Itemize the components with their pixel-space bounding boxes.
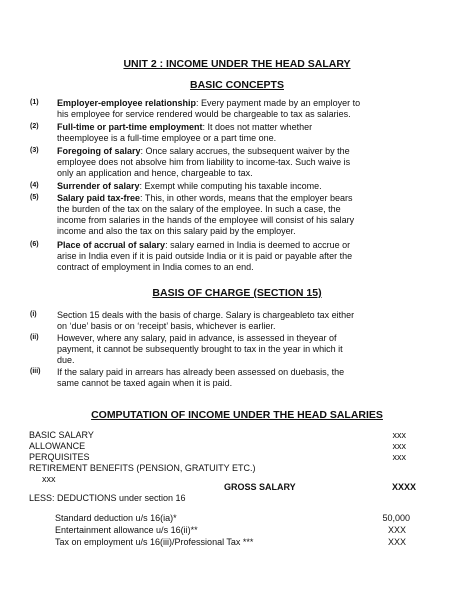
retirement-benefits-value: xxx — [42, 474, 56, 484]
concept-line: arise in India even if it is paid outside India or it is paid or payable after the — [57, 251, 353, 261]
standard-deduction-label: Standard deduction u/s 16(ia)* — [55, 513, 177, 523]
concept-text: : It does not matter whether — [202, 122, 313, 132]
basis-of-charge-heading: BASIS OF CHARGE (SECTION 15) — [152, 287, 322, 299]
charge-line: Section 15 deals with the basis of charge. Salary is chargeableto tax either — [57, 310, 355, 320]
deductions-heading: LESS: DEDUCTIONS under section 16 — [29, 493, 186, 503]
charge-line: on ‘due’ basis or on ‘receipt’ basis, whichever is earlier. — [57, 321, 276, 331]
charge-item — [30, 367, 417, 389]
concept-line: his employee for service rendered would be chargeable to tax as salaries. — [57, 109, 351, 119]
concept-term: Employer-employee relationship — [57, 98, 197, 108]
charge-number: (ii) — [30, 334, 39, 341]
concept-line: contract of employment in India comes to an end. — [57, 262, 254, 272]
perquisites-value: xxx — [392, 452, 406, 462]
charge-item — [30, 310, 417, 332]
basic-concepts-heading: BASIC CONCEPTS — [190, 79, 284, 91]
concept-line: theemployee is a full-time employee or a part time one. — [57, 133, 277, 143]
concept-number: (3) — [30, 147, 39, 154]
basic-salary-label: BASIC SALARY — [29, 430, 94, 440]
concept-term: Full-time or part-time employment — [57, 122, 203, 132]
concept-term: Surrender of salary — [57, 181, 140, 191]
charge-number: (i) — [30, 311, 37, 318]
gross-salary-value: XXXX — [391, 482, 416, 492]
concept-line: income and also the tax on this salary paid by the employer. — [57, 226, 296, 236]
charge-line: If the salary paid in arrears has already been assessed on duebasis, the — [57, 367, 345, 377]
entertainment-allowance-label: Entertainment allowance u/s 16(ii)** — [55, 525, 198, 535]
concept-line — [57, 98, 417, 109]
basic-salary-value: xxx — [392, 430, 406, 440]
document-title: UNIT 2 : INCOME UNDER THE HEAD SALARY — [123, 58, 351, 70]
concept-line: employee does not absolve him from liability to income-tax. Such waive is — [57, 157, 351, 167]
concept-term: Salary paid tax-free — [57, 193, 141, 203]
computation-heading: COMPUTATION OF INCOME UNDER THE HEAD SALARIES — [91, 409, 383, 421]
concept-item — [30, 122, 417, 144]
perquisites-label: PERQUISITES — [29, 452, 90, 462]
concept-text: : salary earned in India is deemed to accrue or — [165, 240, 351, 250]
concept-number: (2) — [30, 123, 39, 130]
professional-tax-value: XXX — [387, 537, 406, 547]
concept-line: the burden of the tax on the salary of the employee. In such a case, the — [57, 204, 341, 214]
concept-line — [57, 122, 417, 133]
entertainment-allowance-value: XXX — [387, 525, 406, 535]
concept-item — [30, 240, 417, 273]
charge-line: same cannot be taxed again when it is paid. — [57, 378, 233, 388]
concept-line — [57, 240, 417, 251]
concept-item — [30, 146, 417, 179]
concept-number: (1) — [30, 99, 39, 106]
allowance-label: ALLOWANCE — [29, 441, 86, 451]
concept-item — [30, 181, 417, 192]
standard-deduction-value: 50,000 — [382, 513, 410, 523]
concept-text: : Every payment made by an employer to — [196, 98, 361, 108]
concept-text: : This, in other words, means that the employer bears — [140, 193, 353, 203]
concept-line — [57, 193, 417, 204]
retirement-benefits-label: RETIREMENT BENEFITS (PENSION, GRATUITY ETC.) — [29, 463, 256, 473]
concept-number: (4) — [30, 182, 39, 189]
concept-number: (5) — [30, 194, 39, 201]
charge-line: payment, it cannot be subsequently brought to tax in the year in which it — [57, 344, 343, 354]
concept-item — [30, 98, 417, 120]
professional-tax-label: Tax on employment u/s 16(iii)/Professional Tax *** — [55, 537, 254, 547]
concept-text: : Exempt while computing his taxable income. — [139, 181, 322, 191]
charge-item — [30, 333, 417, 366]
concept-line: only an application and hence, chargeable to tax. — [57, 168, 253, 178]
concept-line — [57, 146, 417, 157]
concept-text: : Once salary accrues, the subsequent waiver by the — [140, 146, 350, 156]
concept-line: income from salaries in the hands of the employee will consist of his salary — [57, 215, 355, 225]
allowance-value: xxx — [392, 441, 406, 451]
concept-term: Place of accrual of salary — [57, 240, 166, 250]
concept-term: Foregoing of salary — [57, 146, 141, 156]
concept-item — [30, 193, 417, 237]
concept-line — [57, 181, 417, 192]
charge-line: due. — [57, 355, 75, 365]
concept-number: (6) — [30, 241, 39, 248]
gross-salary-label: GROSS SALARY — [224, 482, 296, 492]
charge-line: However, where any salary, paid in advance, is assessed in theyear of — [57, 333, 337, 343]
charge-number: (iii) — [30, 368, 41, 375]
